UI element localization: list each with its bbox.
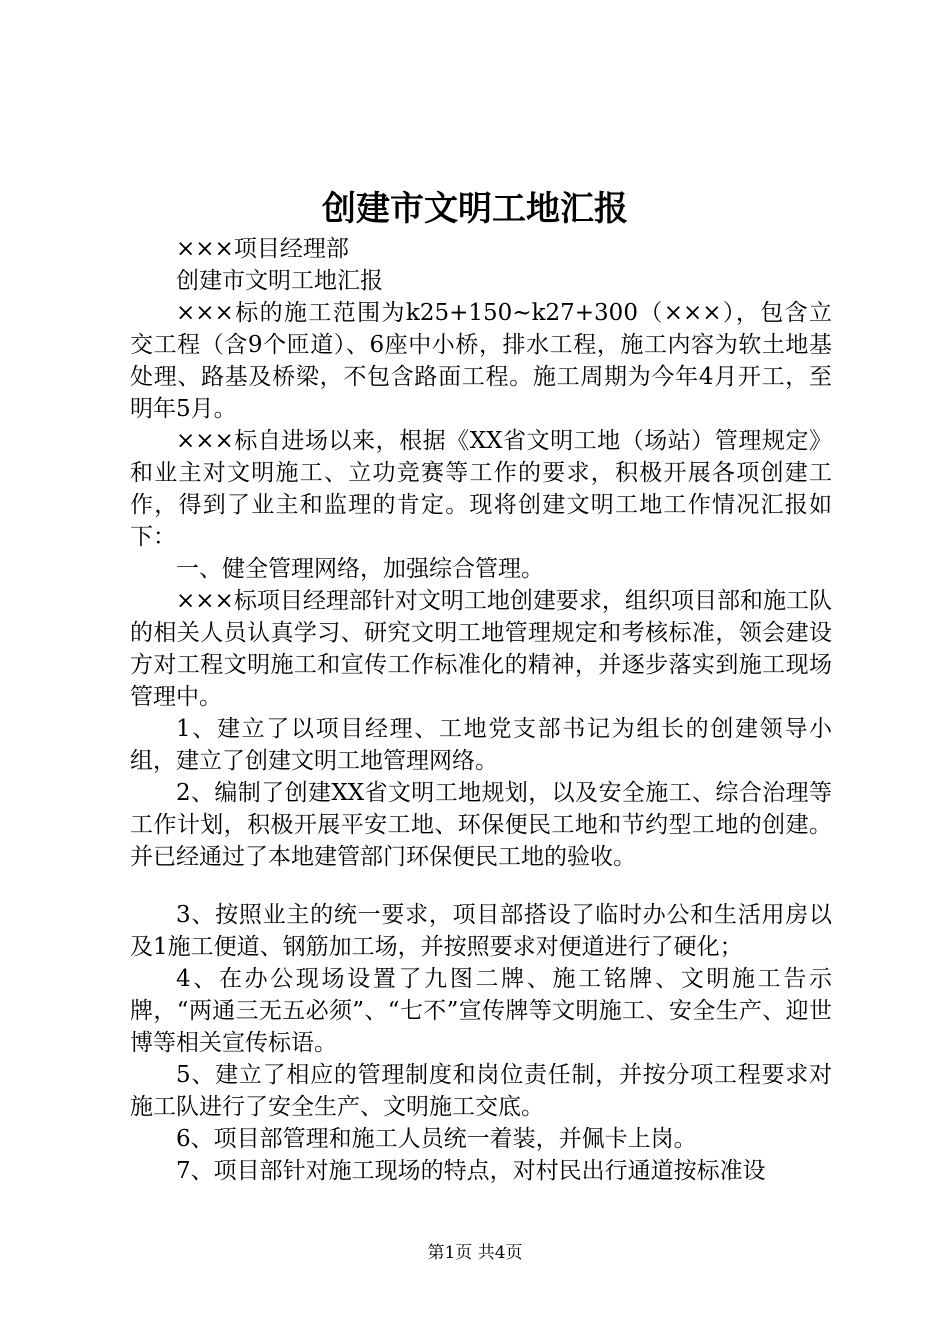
- list-item: 4、在办公现场设置了九图二牌、施工铭牌、文明施工告示牌，“两通三无五必须”、“七不”宣传牌等文明施工、安全生产、迎世博等相关宣传标语。: [130, 966, 832, 1056]
- paragraph: 创建市文明工地汇报: [176, 268, 383, 294]
- section-heading: 一、健全管理网络，加强综合管理。: [176, 556, 544, 582]
- list-item: 7、项目部针对施工现场的特点，对村民出行通道按标准设: [176, 1158, 766, 1184]
- paragraph: ×××标项目经理部针对文明工地创建要求，组织项目部和施工队的相关人员认真学习、研究文明工地管理规定和考核标准，领会建设方对工程文明施工和宣传工作标准化的精神，并逐步落实到施工现场管理中。: [130, 588, 832, 710]
- paragraph: ×××项目经理部: [176, 236, 349, 262]
- document-body: [130, 233, 832, 1187]
- paragraph: ×××标的施工范围为k25+150~k27+300（×××），包含立交工程（含9个匝道）、6座中小桥，排水工程，施工内容为软土地基处理、路基及桥梁，不包含路面工程。施工周期为今年4月开工，至明年5月。: [130, 300, 832, 422]
- list-item: 3、按照业主的统一要求，项目部搭设了临时办公和生活用房以及1施工便道、钢筋加工场，并按照要求对便道进行了硬化；: [130, 902, 832, 960]
- paragraph: ×××标自进场以来，根据《XX省文明工地（场站）管理规定》和业主对文明施工、立功竞赛等工作的要求，积极开展各项创建工作，得到了业主和监理的肯定。现将创建文明工地工作情况汇报如下：: [130, 428, 832, 550]
- document-title: 创建市文明工地汇报: [322, 189, 628, 229]
- list-item: 5、建立了相应的管理制度和岗位责任制，并按分项工程要求对施工队进行了安全生产、文明施工交底。: [130, 1062, 832, 1120]
- list-item: 2、编制了创建XX省文明工地规划，以及安全施工、综合治理等工作计划，积极开展平安工地、环保便民工地和节约型工地的创建。并已经通过了本地建管部门环保便民工地的验收。: [130, 780, 832, 870]
- page-number: 第1页 共4页: [427, 1243, 523, 1263]
- list-item: 1、建立了以项目经理、工地党支部书记为组长的创建领导小组，建立了创建文明工地管理网络。: [130, 716, 832, 774]
- list-item: 6、项目部管理和施工人员统一着装，并佩卡上岗。: [176, 1126, 697, 1152]
